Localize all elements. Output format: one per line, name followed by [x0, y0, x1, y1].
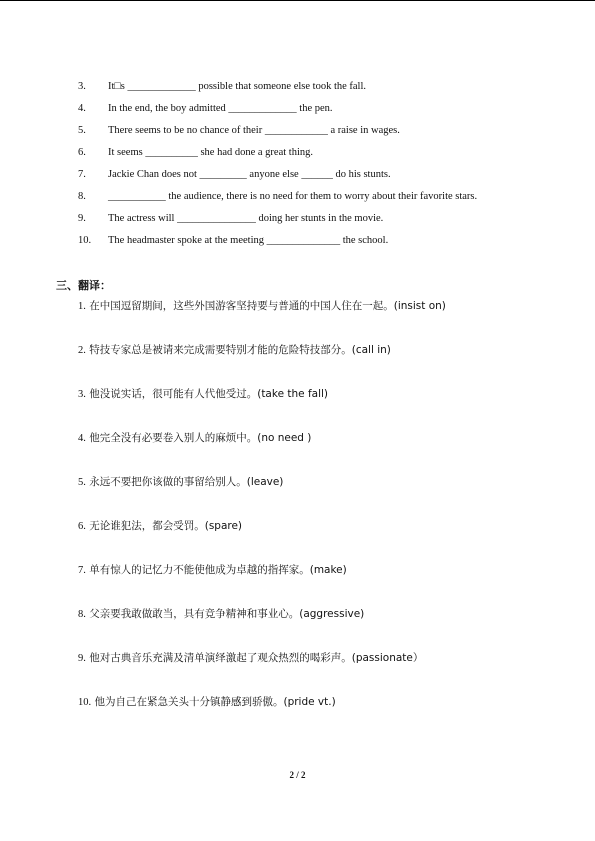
- section-title: 三、翻译：: [56, 279, 111, 292]
- list-item: 4. In the end, the boy admitted _____________ the pen.: [78, 103, 333, 114]
- list-item: 8. 父亲要我敢做敢当，具有竞争精神和事业心。(aggressive): [78, 608, 365, 620]
- list-item: 4. 他完全没有必要卷入别人的麻烦中。(no need ): [78, 432, 312, 444]
- list-item: 2. 特技专家总是被请来完成需要特别才能的危险特技部分。(call in): [78, 344, 391, 356]
- list-item: 6. It seems __________ she had done a great thing.: [78, 147, 313, 158]
- list-item: 6. 无论谁犯法，都会受罚。(spare): [78, 520, 243, 532]
- translation-list: [78, 299, 578, 739]
- list-item: 3. 他没说实话，很可能有人代他受过。(take the fall): [78, 388, 329, 400]
- top-rule: [0, 0, 595, 1]
- list-item: 7. Jackie Chan does not _________ anyone else ______ do his stunts.: [78, 169, 391, 180]
- list-item: 9. 他对古典音乐充满及清单演绎激起了观众热烈的喝彩声。(passionate）: [78, 652, 424, 664]
- list-item: 3. It□s _____________ possible that someone else took the fall.: [78, 81, 367, 92]
- list-item: 1. 在中国逗留期间，这些外国游客坚持要与普通的中国人住在一起。(insist on): [78, 300, 446, 312]
- list-item: 8. ___________ the audience, there is no need for them to worry about their favorite stars.: [78, 191, 478, 202]
- list-item: 7. 单有惊人的记忆力不能使他成为卓越的指挥家。(make): [78, 564, 347, 576]
- list-item: 5. 永远不要把你该做的事留给别人。(leave): [78, 476, 284, 488]
- list-item: 5. There seems to be no chance of their ____________ a raise in wages.: [78, 125, 400, 136]
- fill-in-list: [78, 80, 578, 256]
- page-number: 2 / 2: [289, 770, 306, 780]
- list-item: 9. The actress will _______________ doing her stunts in the movie.: [78, 213, 384, 224]
- list-item: 10. The headmaster spoke at the meeting ______________ the school.: [78, 235, 389, 246]
- list-item: 10. 他为自己在紧急关头十分镇静感到骄傲。(pride vt.): [78, 696, 336, 708]
